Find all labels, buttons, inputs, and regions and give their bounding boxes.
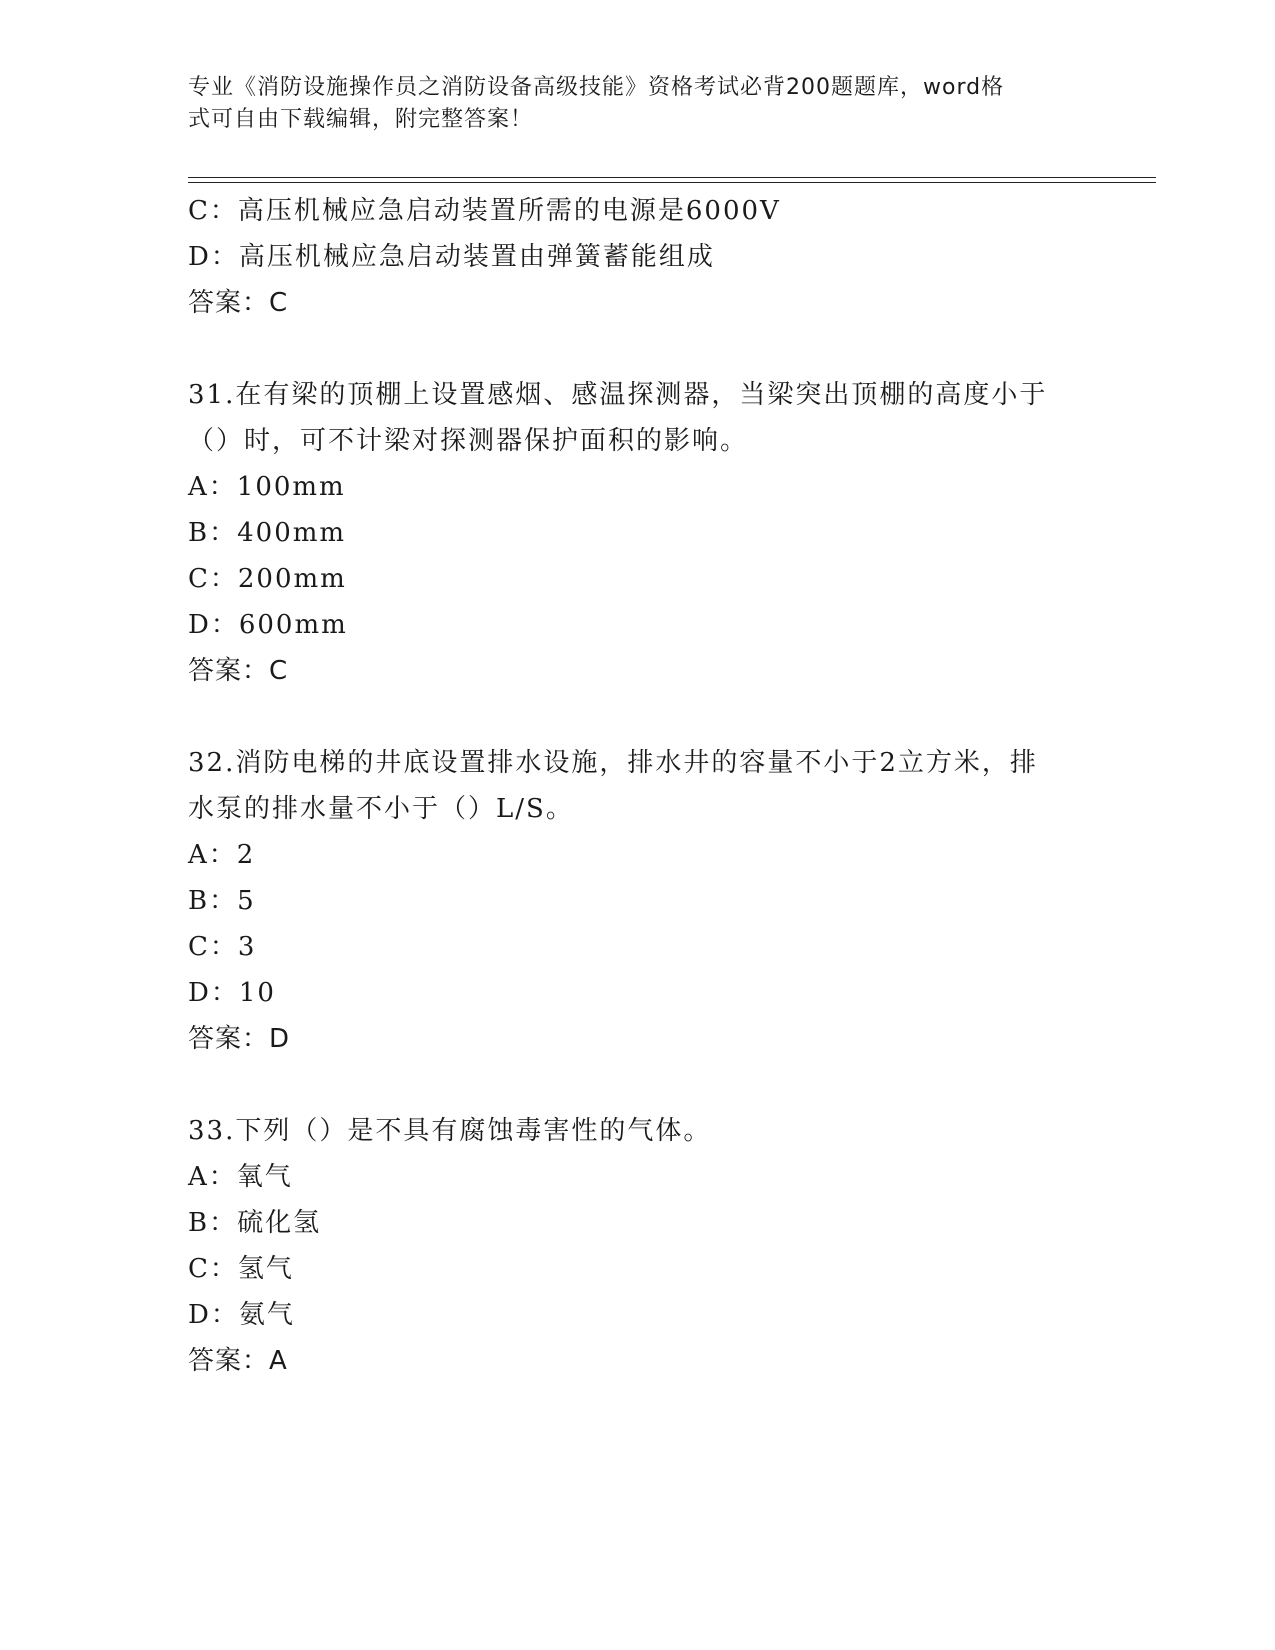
answer-line: 答案：A: [188, 1346, 288, 1376]
spacer: [188, 326, 1088, 372]
header-divider-top: [188, 177, 1156, 178]
question-32: [188, 740, 1088, 1062]
option-c: C：高压机械应急启动装置所需的电源是6000V: [188, 196, 781, 226]
option-c: C：200mm: [188, 564, 347, 594]
header-line-2: 式可自由下载编辑，附完整答案！: [188, 107, 534, 132]
option-a: A：100mm: [188, 472, 346, 502]
answer-line: 答案：C: [188, 656, 289, 686]
option-d: D：600mm: [188, 610, 348, 640]
option-b: B：硫化氢: [188, 1208, 322, 1238]
previous-question-tail: [188, 188, 1088, 326]
option-d: D：高压机械应急启动装置由弹簧蓄能组成: [188, 242, 715, 272]
header-line-1: 专业《消防设施操作员之消防设备高级技能》资格考试必背200题题库，word格: [188, 75, 1005, 100]
question-33: [188, 1108, 1088, 1384]
option-a: A：氧气: [188, 1162, 293, 1192]
option-b: B：400mm: [188, 518, 347, 548]
spacer: [188, 1062, 1088, 1108]
answer-line: 答案：C: [188, 288, 289, 318]
option-d: D：10: [188, 978, 276, 1008]
option-d: D：氨气: [188, 1300, 295, 1330]
question-text-line-1: 32.消防电梯的井底设置排水设施，排水井的容量不小于2立方米，排: [188, 748, 1038, 778]
question-content: [188, 188, 1088, 1384]
question-text-line-1: 31.在有梁的顶棚上设置感烟、感温探测器，当梁突出顶棚的高度小于: [188, 380, 1048, 410]
option-b: B：5: [188, 886, 256, 916]
option-c: C：氢气: [188, 1254, 294, 1284]
header-divider-bottom: [188, 182, 1156, 183]
question-text-line-2: （）时，可不计梁对探测器保护面积的影响。: [188, 426, 749, 456]
question-31: [188, 372, 1088, 694]
document-header: [188, 72, 1068, 136]
question-text-line-2: 水泵的排水量不小于（）L/S。: [188, 794, 574, 824]
question-text-line-1: 33.下列（）是不具有腐蚀毒害性的气体。: [188, 1116, 712, 1146]
spacer: [188, 694, 1088, 740]
option-a: A：2: [188, 840, 256, 870]
answer-line: 答案：D: [188, 1024, 291, 1054]
option-c: C：3: [188, 932, 257, 962]
